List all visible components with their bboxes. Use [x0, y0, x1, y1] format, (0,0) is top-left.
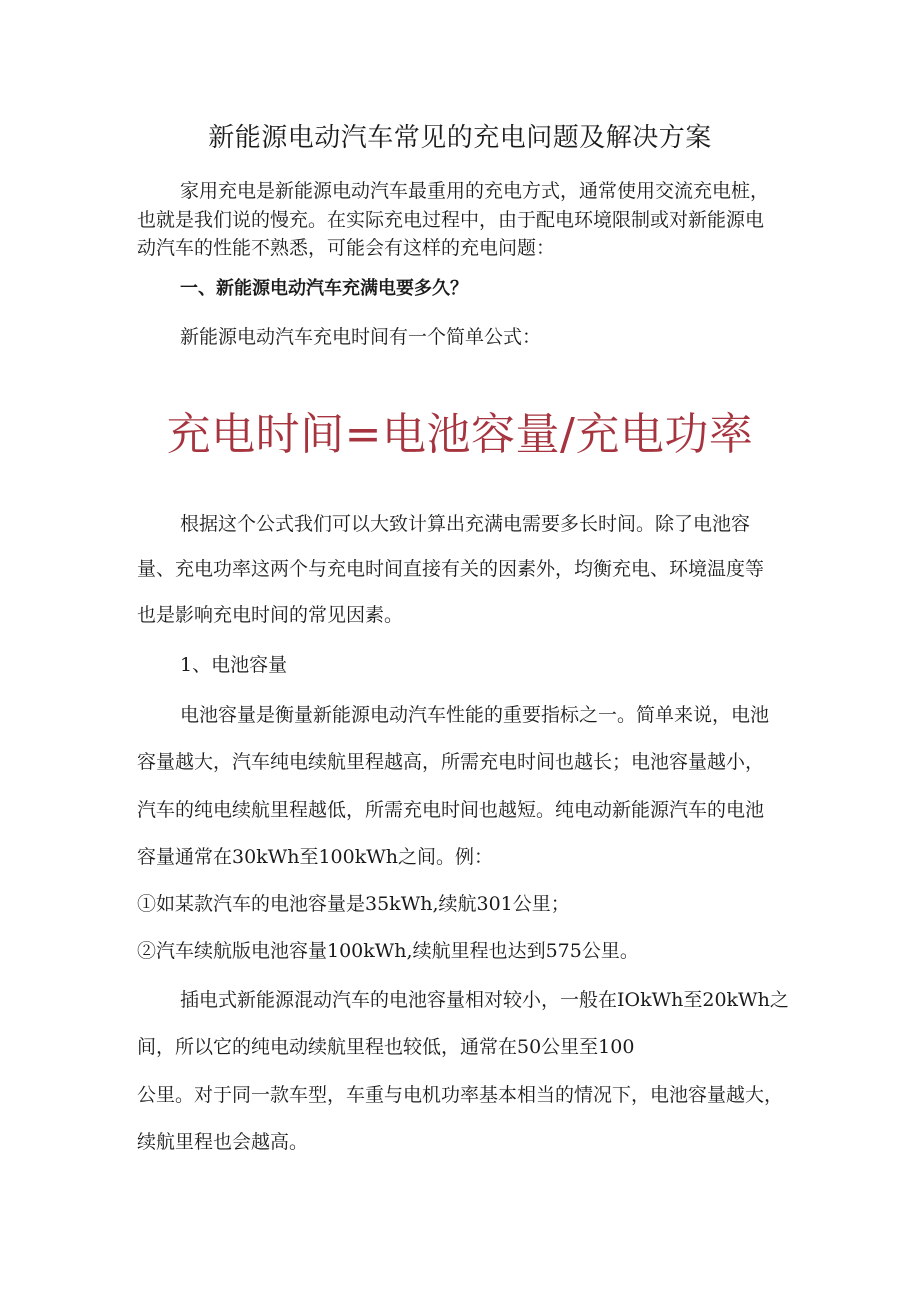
document-title: 新能源电动汽车常见的充电问题及解决方案 [208, 123, 712, 153]
example-1: ①如某款汽车的电池容量是35kWh,续航301公里； [137, 893, 570, 915]
intro-line-2: 也就是我们说的慢充。在实际充电过程中，由于配电环境限制或对新能源电 [137, 209, 765, 231]
para4-line-3: 公里。对于同一款车型，车重与电机功率基本相当的情况下，电池容量越大， [137, 1084, 784, 1106]
para3-line-2: 容量越大，汽车纯电续航里程越高，所需充电时间也越长；电池容量越小， [137, 751, 765, 773]
para2-line-2: 量、充电功率这两个与充电时间直接有关的因素外，均衡充电、环境温度等 [137, 558, 765, 580]
formula-intro: 新能源电动汽车充电时间有一个简单公式： [180, 326, 542, 348]
para4-line-1: 插电式新能源混动汽车的电池容量相对较小，一般在IOkWh至20kWh之 [180, 989, 789, 1011]
para4-line-4: 续航里程也会越高。 [137, 1131, 309, 1153]
example-2: ②汽车续航版电池容量100kWh,续航里程也达到575公里。 [137, 940, 639, 962]
subheading-battery-capacity: 1、电池容量 [180, 654, 288, 676]
intro-line-3: 动汽车的性能不熟悉，可能会有这样的充电问题： [137, 237, 556, 259]
formula-text: 充电时间=电池容量/充电功率 [166, 409, 754, 460]
intro-line-1: 家用充电是新能源电动汽车最重用的充电方式，通常使用交流充电桩， [180, 180, 770, 202]
section1-heading: 一、新能源电动汽车充满电要多久？ [180, 278, 468, 299]
para3-line-1: 电池容量是衡量新能源电动汽车性能的重要指标之一。简单来说，电池 [180, 704, 770, 726]
para3-line-3: 汽车的纯电续航里程越低，所需充电时间也越短。纯电动新能源汽车的电池 [137, 799, 765, 821]
para2-line-1: 根据这个公式我们可以大致计算出充满电需要多长时间。除了电池容 [180, 513, 751, 535]
para4-line-2: 间，所以它的纯电动续航里程也较低，通常在50公里至100 [137, 1036, 635, 1058]
para3-line-4: 容量通常在30kWh至100kWh之间。例： [137, 846, 494, 868]
para2-line-3: 也是影响充电时间的常见因素。 [137, 604, 404, 626]
